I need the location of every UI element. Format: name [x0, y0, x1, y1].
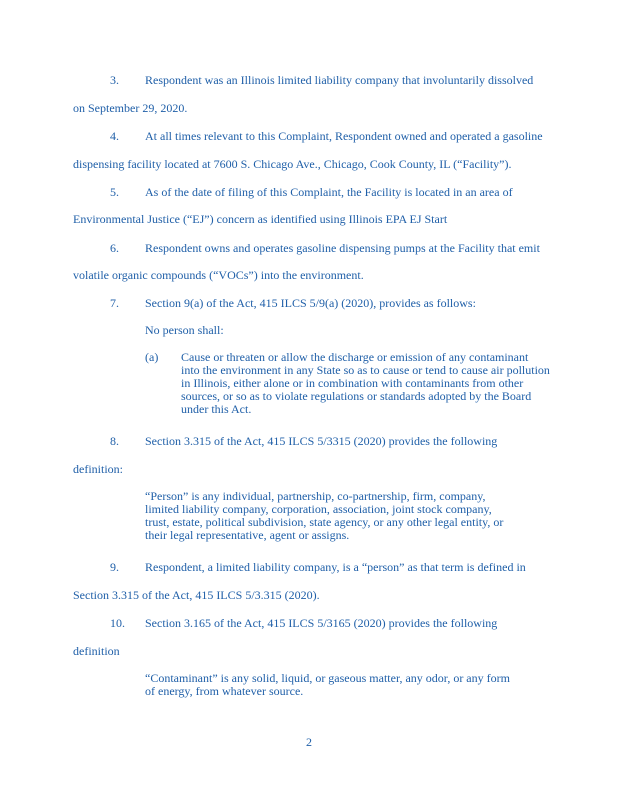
- paragraph-number-9: 9.: [110, 560, 119, 574]
- paragraph-number-10: 10.: [110, 616, 125, 630]
- quote-contaminant-block: [145, 672, 510, 698]
- quote-9a-line: sources, or so as to violate regulations or standards adopted by the Board: [181, 389, 532, 403]
- paragraph-3-first-line: Respondent was an Illinois limited liability company that involuntarily dissolved: [145, 73, 534, 87]
- quote-item-label: (a): [145, 350, 159, 364]
- paragraph-number-6: 6.: [110, 241, 119, 255]
- quote-person-line: “Person” is any individual, partnership, co-partnership, firm, company,: [145, 489, 486, 503]
- paragraph-9-first-line: Respondent, a limited liability company, is a “person” as that term is defined in: [145, 560, 526, 574]
- quote-9a-block: [181, 351, 550, 416]
- paragraph-9-continuation: Section 3.315 of the Act, 415 ILCS 5/3.315 (2020).: [73, 588, 320, 602]
- paragraph-3-continuation: on September 29, 2020.: [73, 101, 188, 115]
- paragraph-10-continuation: definition: [73, 644, 120, 658]
- quote-contaminant-line: of energy, from whatever source.: [145, 684, 304, 698]
- quote-person-block: [145, 490, 503, 542]
- paragraph-5-continuation: Environmental Justice (“EJ”) concern as identified using Illinois EPA EJ Start: [73, 212, 448, 226]
- paragraph-4-continuation: dispensing facility located at 7600 S. Chicago Ave., Chicago, Cook County, IL (“Facility”).: [73, 157, 512, 171]
- paragraph-6-continuation: volatile organic compounds (“VOCs”) into the environment.: [73, 268, 364, 282]
- paragraph-number-5: 5.: [110, 185, 119, 199]
- quote-9a-line: Cause or threaten or allow the discharge or emission of any contaminant: [181, 350, 529, 364]
- paragraph-10-first-line: Section 3.165 of the Act, 415 ILCS 5/3165 (2020) provides the following: [145, 616, 498, 630]
- paragraph-number-7: 7.: [110, 296, 119, 310]
- quote-person-line: limited liability company, corporation, association, joint stock company,: [145, 502, 492, 516]
- quote-contaminant-line: “Contaminant” is any solid, liquid, or gaseous matter, any odor, or any form: [145, 671, 510, 685]
- paragraph-4-first-line: At all times relevant to this Complaint, Respondent owned and operated a gasoline: [145, 129, 543, 143]
- page-number: 2: [306, 735, 312, 749]
- paragraph-6-first-line: Respondent owns and operates gasoline dispensing pumps at the Facility that emit: [145, 241, 540, 255]
- quote-person-line: trust, estate, political subdivision, state agency, or any other legal entity, or: [145, 515, 504, 529]
- paragraph-8-first-line: Section 3.315 of the Act, 415 ILCS 5/3315 (2020) provides the following: [145, 434, 498, 448]
- quote-intro: No person shall:: [145, 323, 224, 337]
- paragraph-number-8: 8.: [110, 434, 119, 448]
- quote-9a-line: in Illinois, either alone or in combination with contaminants from other: [181, 376, 524, 390]
- paragraph-5-first-line: As of the date of filing of this Complaint, the Facility is located in an area of: [145, 185, 513, 199]
- paragraph-8-continuation: definition:: [73, 462, 123, 476]
- paragraph-number-4: 4.: [110, 129, 119, 143]
- paragraph-7-first-line: Section 9(a) of the Act, 415 ILCS 5/9(a) (2020), provides as follows:: [145, 296, 476, 310]
- quote-9a-line: into the environment in any State so as to cause or tend to cause air pollution: [181, 363, 550, 377]
- quote-9a-line: under this Act.: [181, 402, 252, 416]
- quote-person-line: their legal representative, agent or assigns.: [145, 528, 350, 542]
- paragraph-number-3: 3.: [110, 73, 119, 87]
